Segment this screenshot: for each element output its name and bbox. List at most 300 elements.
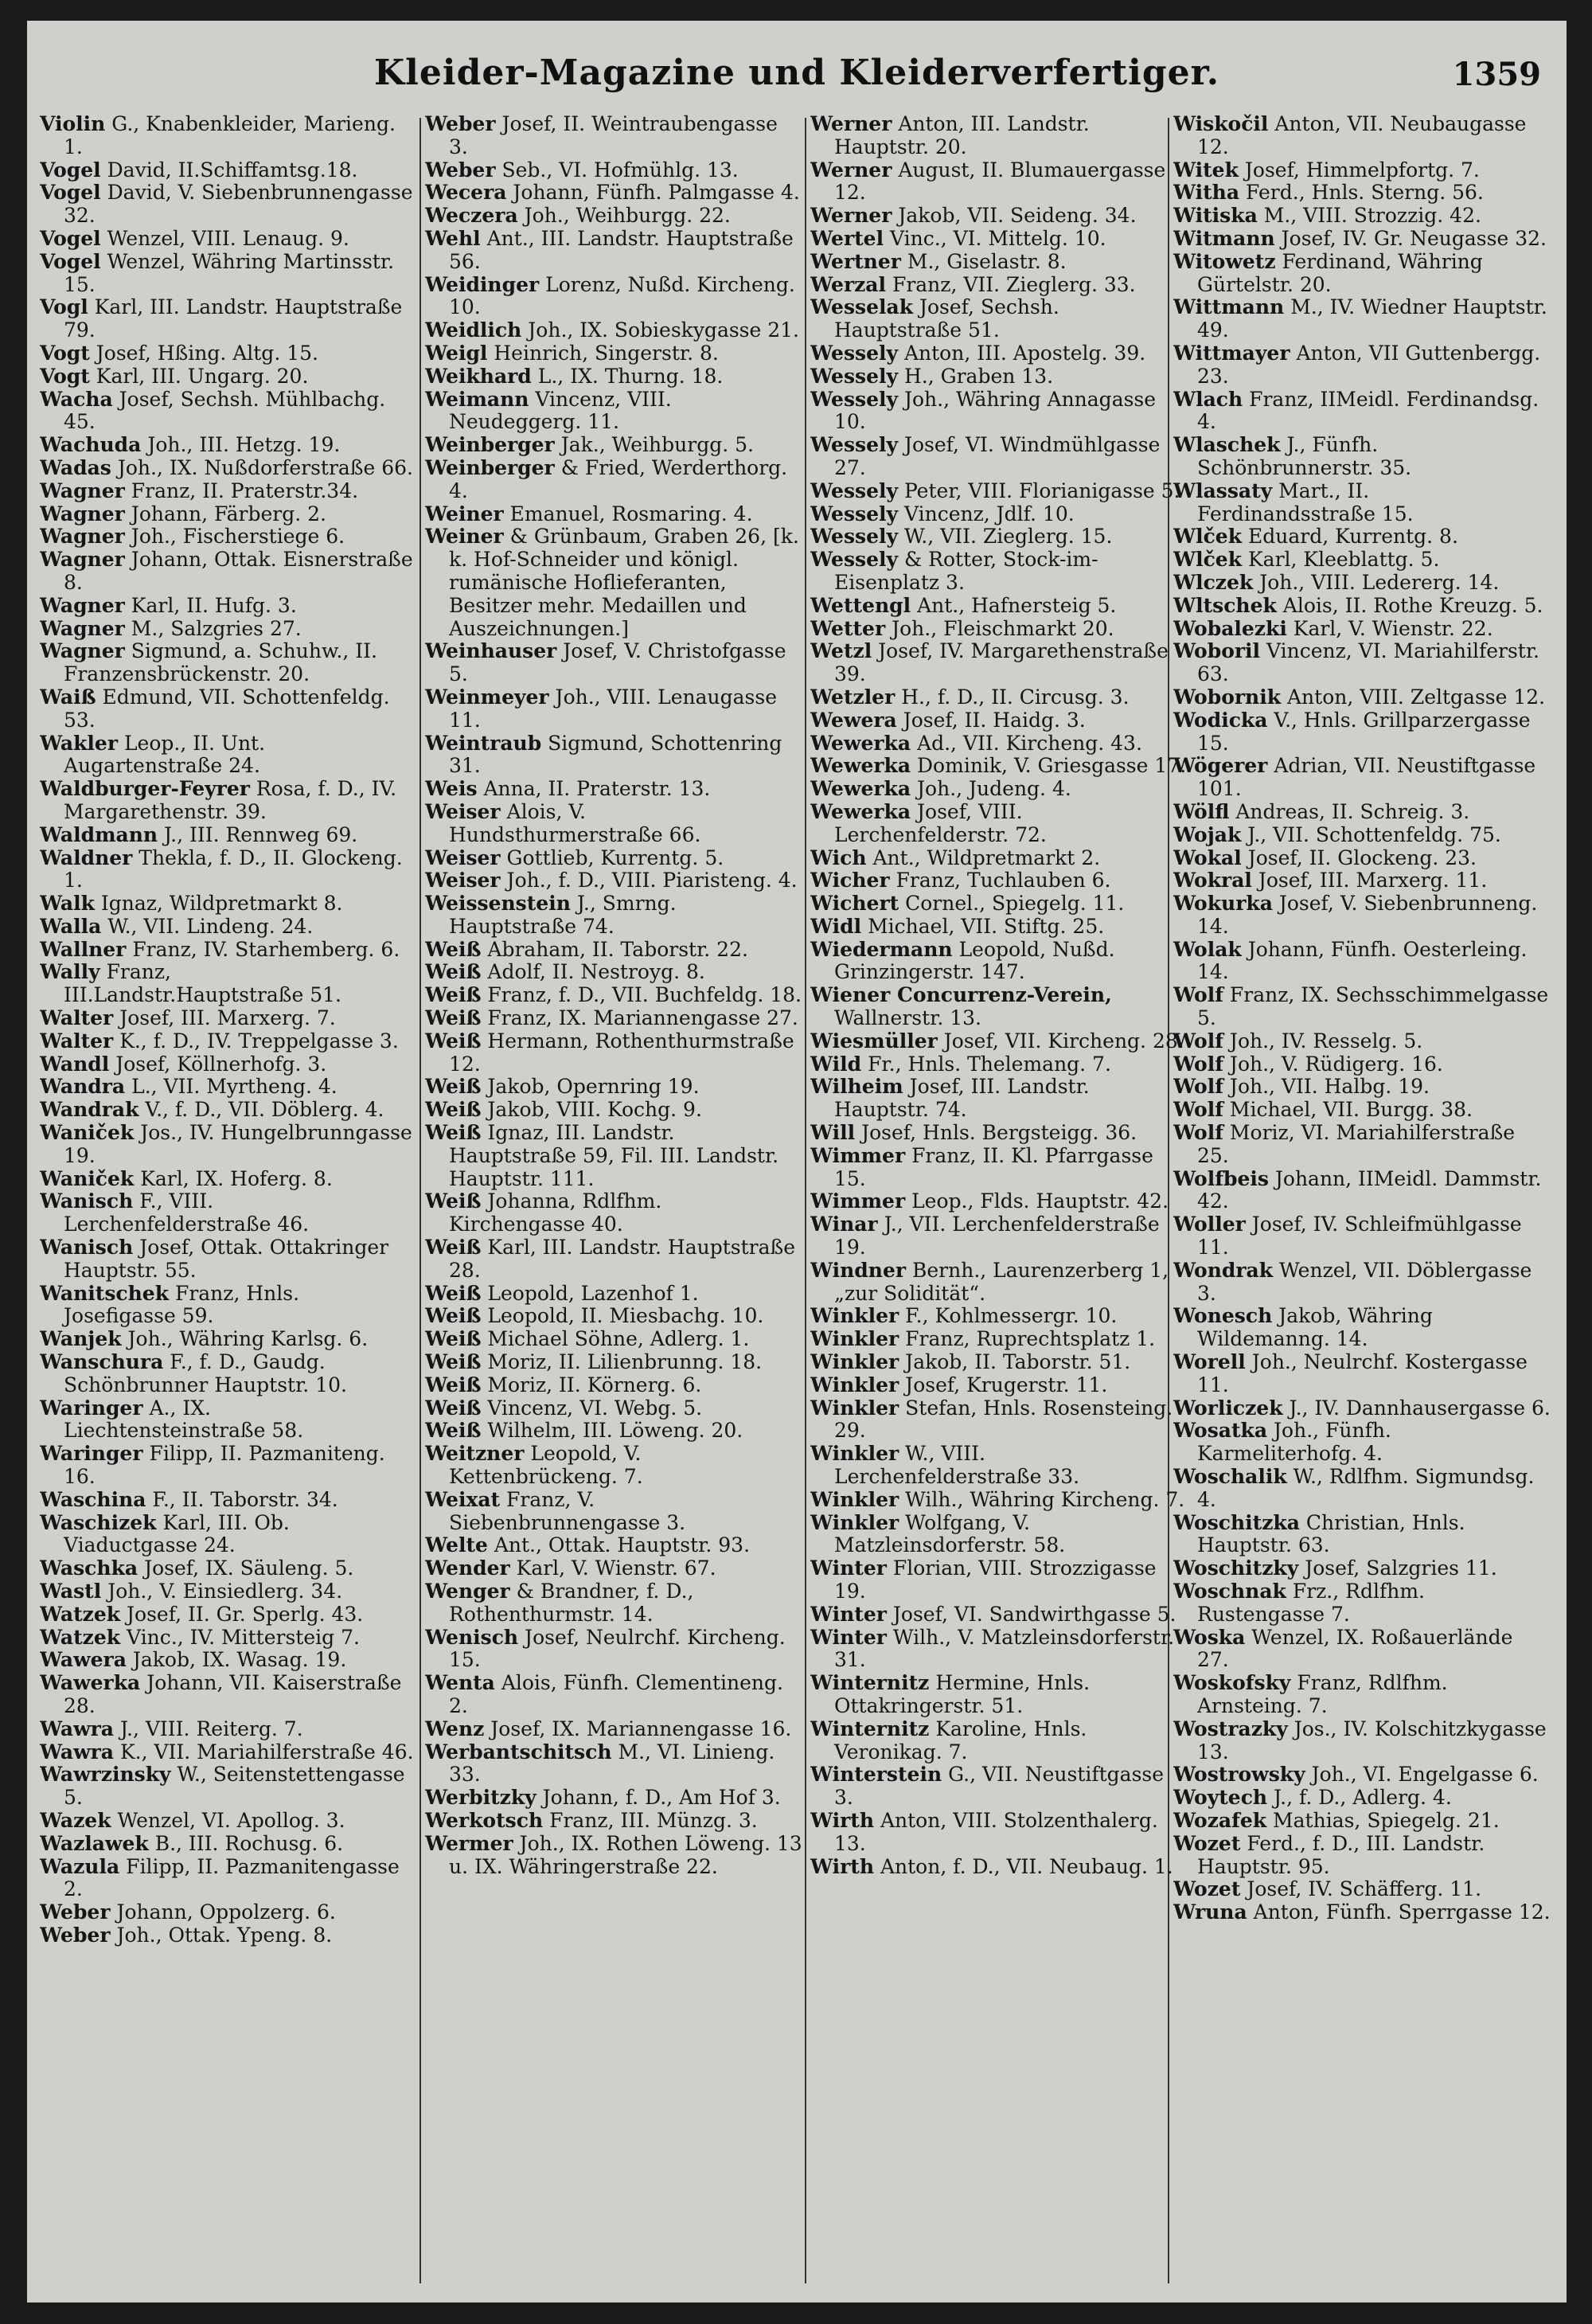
entry-name: Walter: [40, 1006, 114, 1030]
directory-entry: [425, 319, 802, 342]
directory-entry: [40, 1764, 417, 1810]
entry-name: Weiß: [425, 1373, 482, 1396]
entry-details: Alois, V. Hundsthurmerstraße 66.: [449, 799, 701, 846]
entry-name: Weinhauser: [425, 639, 557, 663]
entry-details: Franz, f. D., VII. Buchfeldg. 18.: [487, 983, 802, 1007]
directory-entry: [425, 1718, 802, 1741]
entry-name: Wilheim: [810, 1075, 903, 1099]
entry-name: Waniček: [40, 1121, 135, 1145]
entry-name: Wostrazky: [1173, 1717, 1288, 1740]
entry-name: Wich: [810, 846, 867, 869]
entry-details: M., Salzgries 27.: [131, 616, 302, 640]
entry-name: Waiß: [40, 685, 96, 709]
directory-entry: [40, 1168, 417, 1191]
directory-entry: [425, 640, 802, 686]
directory-entry: [1173, 1557, 1551, 1580]
directory-entry: [1173, 1260, 1551, 1306]
entry-name: Wiener Concurrenz-Verein,: [810, 983, 1112, 1007]
entry-details: Vincenz, VI. Webg. 5.: [487, 1396, 703, 1420]
directory-entry: [425, 1374, 802, 1397]
entry-name: Weiß: [425, 1029, 482, 1053]
entry-name: Werner: [810, 204, 892, 228]
entry-details: Josef, VI. Sandwirthgasse 5.: [892, 1602, 1176, 1626]
directory-entry: [1173, 1672, 1551, 1718]
entry-details: Leopold, Lazenhof 1.: [487, 1281, 699, 1305]
directory-entry: [40, 1351, 417, 1397]
directory-entry: [425, 1443, 802, 1489]
entry-details: Ignaz, III. Landstr. Hauptstraße 59, Fil. III. Landstr. Hauptstr. 111.: [449, 1121, 779, 1190]
directory-entry: [425, 205, 802, 228]
directory-entry: [40, 939, 417, 962]
directory-entry: [810, 1190, 1188, 1213]
entry-details: W., VIII. Lerchenfelderstraße 33.: [834, 1442, 1080, 1489]
entry-details: Joh., IX. Nußdorferstraße 66.: [117, 455, 414, 479]
entry-name: Winkler: [810, 1327, 899, 1351]
directory-entry: [810, 755, 1188, 778]
entry-details: Anton, Fünfh. Sperrgasse 12.: [1253, 1900, 1551, 1924]
directory-entry: [425, 389, 802, 435]
entry-name: Winkler: [810, 1304, 899, 1328]
entry-details: Wenzel, IX. Roßauerlände 27.: [1197, 1625, 1513, 1672]
entry-name: Wittmann: [1173, 295, 1285, 319]
entry-name: Weber: [40, 1923, 111, 1947]
directory-entry: [1173, 984, 1551, 1030]
directory-entry: [40, 457, 417, 480]
entry-name: Vogel: [40, 226, 101, 250]
entry-details: B., III. Rochusg. 6.: [154, 1831, 344, 1855]
entry-name: Weiß: [425, 1396, 482, 1420]
directory-entry: [810, 1512, 1188, 1558]
entry-details: Josef, V. Christofgasse 5.: [449, 639, 786, 686]
directory-entry: [40, 1718, 417, 1741]
entry-details: Karoline, Hnls. Veronikag. 7.: [834, 1717, 1087, 1764]
entry-details: F., Kohlmessergr. 10.: [905, 1304, 1118, 1328]
directory-entry: [1173, 1627, 1551, 1673]
entry-name: Weiner: [425, 525, 504, 549]
directory-entry: [810, 869, 1188, 892]
directory-entry: [425, 228, 802, 274]
directory-entry: [1173, 1787, 1551, 1810]
entry-details: Josef, Himmelpfortg. 7.: [1244, 158, 1480, 182]
entry-name: Wonesch: [1173, 1304, 1273, 1328]
directory-page: [27, 21, 1567, 2303]
entry-name: Wolf: [1173, 983, 1223, 1007]
entry-details: Joh., Fünfh. Karmeliterhofg. 4.: [1197, 1419, 1391, 1466]
directory-entry: [1173, 801, 1551, 824]
entry-name: Violin: [40, 113, 106, 135]
entry-name: Wlassaty: [1173, 478, 1273, 502]
entry-name: Wozet: [1173, 1877, 1241, 1901]
entry-details: Joh., Judeng. 4.: [917, 777, 1071, 801]
entry-name: Wawera: [40, 1648, 127, 1672]
entry-details: Sigmund, Schottenring 31.: [449, 731, 782, 778]
entry-details: Alois, Fünfh. Clementineng. 2.: [449, 1671, 783, 1717]
directory-entry: [40, 618, 417, 641]
entry-name: Wettengl: [810, 593, 911, 617]
directory-entry: [810, 1260, 1188, 1306]
entry-name: Winternitz: [810, 1717, 930, 1740]
entry-details: Anton, III. Landstr. Hauptstr. 20.: [834, 113, 1090, 158]
entry-details: Joh., Fleischmarkt 20.: [892, 616, 1114, 640]
entry-name: Winter: [810, 1602, 887, 1626]
entry-details: Josef, Salzgries 11.: [1305, 1556, 1497, 1580]
directory-entry: [810, 1053, 1188, 1076]
entry-name: Werner: [810, 113, 892, 135]
entry-name: Wimmer: [810, 1143, 906, 1167]
directory-entry: [810, 159, 1188, 205]
entry-name: Woytech: [1173, 1786, 1268, 1810]
entry-name: Weiser: [425, 846, 501, 869]
entry-details: Sigmund, a. Schuhw., II. Franzensbrückenstr. 20.: [64, 639, 377, 686]
directory-entry: [425, 1627, 802, 1673]
entry-details: Edmund, VII. Schottenfeldg. 53.: [64, 685, 390, 732]
directory-entry: [40, 892, 417, 916]
entry-name: Wicher: [810, 869, 890, 892]
entry-details: Ferd., f. D., III. Landstr. Hauptstr. 95.: [1197, 1831, 1485, 1878]
entry-details: Ant., III. Landstr. Hauptstraße 56.: [449, 226, 794, 273]
entry-details: Johann, Färberg. 2.: [131, 502, 326, 525]
directory-entry: [1173, 1351, 1551, 1397]
entry-name: Wagner: [40, 502, 125, 525]
directory-entry: [40, 595, 417, 618]
directory-entry: [40, 1236, 417, 1283]
entry-name: Weidinger: [425, 272, 540, 296]
directory-entry: [1173, 525, 1551, 549]
directory-entry: [40, 434, 417, 457]
entry-details: Josef, II. Glockeng. 23.: [1247, 846, 1477, 869]
entry-name: Weintraub: [425, 731, 542, 755]
entry-name: Wetter: [810, 616, 886, 640]
entry-name: Winkler: [810, 1373, 899, 1396]
directory-entry: [40, 228, 417, 251]
entry-details: & Brandner, f. D., Rothenthurmstr. 14.: [449, 1580, 694, 1626]
entry-name: Wessely: [810, 433, 899, 457]
entry-name: Weiß: [425, 1189, 482, 1213]
entry-details: Wenzel, VI. Apollog. 3.: [117, 1808, 345, 1832]
directory-entry: [810, 1856, 1188, 1879]
entry-details: Johann, Ottak. Eisnerstraße 8.: [64, 548, 413, 594]
directory-entry: [1173, 1764, 1551, 1787]
entry-name: Wagner: [40, 548, 125, 572]
entry-details: Josef, IV. Margarethenstraße 39.: [834, 639, 1169, 686]
entry-details: Franz, IX. Sechsschimmelgasse 5.: [1197, 983, 1549, 1030]
entry-details: Josef, IX. Säuleng. 5.: [144, 1556, 354, 1580]
entry-details: J., VII. Lerchenfelderstraße 19.: [834, 1213, 1160, 1260]
directory-entry: [40, 1099, 417, 1122]
entry-details: Dominik, V. Griesgasse 17.: [917, 754, 1187, 778]
entry-details: Johanna, Rdlfhm. Kirchengasse 40.: [449, 1189, 662, 1236]
directory-entry: [40, 1603, 417, 1627]
entry-name: Wichert: [810, 892, 899, 916]
entry-name: Watzek: [40, 1602, 121, 1626]
entry-details: Johann, f. D., Am Hof 3.: [542, 1786, 781, 1810]
directory-entry: [1173, 755, 1551, 801]
entry-details: Heinrich, Singerstr. 8.: [494, 341, 719, 365]
directory-entry: [425, 182, 802, 205]
entry-name: Wagner: [40, 616, 125, 640]
directory-entry: [1173, 159, 1551, 182]
directory-entry: [40, 113, 417, 159]
entry-details: Seb., VI. Hofmühlg. 13.: [501, 158, 739, 182]
entry-name: Woschitzky: [1173, 1556, 1299, 1580]
entry-name: Wlaschek: [1173, 433, 1281, 457]
entry-details: Leopold, V. Kettenbrückeng. 7.: [449, 1442, 643, 1489]
directory-entry: [40, 342, 417, 365]
directory-entry: [1173, 251, 1551, 297]
directory-entry: [810, 939, 1188, 985]
directory-entry: [1173, 182, 1551, 205]
entry-details: Josef, VIII. Lerchenfelderstr. 72.: [834, 799, 1047, 846]
directory-entry: [1173, 228, 1551, 251]
entry-name: Wolf: [1173, 1075, 1223, 1099]
entry-name: Waschina: [40, 1487, 146, 1511]
entry-name: Wolfbeis: [1173, 1166, 1269, 1190]
entry-name: Wehl: [425, 226, 481, 250]
directory-entry: [810, 113, 1188, 159]
entry-details: Anton, VII Guttenbergg. 23.: [1197, 341, 1541, 388]
entry-details: Alois, II. Rothe Kreuzg. 5.: [1282, 593, 1543, 617]
directory-entry: [425, 1557, 802, 1580]
entry-name: Wakler: [40, 731, 118, 755]
entry-name: Waschka: [40, 1556, 139, 1580]
entry-details: K., f. D., IV. Treppelgasse 3.: [119, 1029, 399, 1053]
entry-details: Josef, Krugerstr. 11.: [905, 1373, 1108, 1396]
entry-details: Ferd., Hnls. Sterng. 56.: [1246, 181, 1484, 205]
entry-name: Vogl: [40, 295, 88, 319]
directory-entry: [40, 480, 417, 503]
entry-details: Vinc., VI. Mittelg. 10.: [890, 226, 1106, 250]
directory-entry: [40, 549, 417, 595]
entry-details: Leop., Flds. Hauptstr. 42.: [911, 1189, 1169, 1213]
entry-details: Stefan, Hnls. Rosensteing. 29.: [834, 1396, 1173, 1443]
entry-details: Michael Söhne, Adlerg. 1.: [487, 1327, 750, 1351]
entry-name: Winkler: [810, 1350, 899, 1374]
entry-details: Moriz, VI. Mariahilferstraße 25.: [1197, 1121, 1516, 1167]
entry-details: August, II. Blumauergasse 12.: [834, 158, 1166, 205]
directory-entry: [810, 503, 1188, 526]
directory-entry: [40, 1053, 417, 1076]
entry-details: Franz, Ruprechtsplatz 1.: [905, 1327, 1156, 1351]
entry-details: Joh., IX. Sobieskygasse 21.: [528, 318, 800, 342]
entry-details: Franz, Tuchlauben 6.: [896, 869, 1111, 892]
directory-entry: [425, 869, 802, 892]
entry-details: Josef, Hßing. Altg. 15.: [96, 341, 318, 365]
entry-name: Weiß: [425, 983, 482, 1007]
entry-details: Josef, Sechsh. Hauptstraße 51.: [834, 295, 1059, 342]
directory-entry: [425, 1190, 802, 1236]
entry-details: K., VII. Mariahilferstraße 46.: [119, 1740, 414, 1764]
entry-name: Wetzl: [810, 639, 872, 663]
entry-name: Wewera: [810, 708, 897, 732]
entry-name: Wacha: [40, 387, 113, 411]
entry-details: Wenzel, VII. Döblergasse 3.: [1197, 1258, 1532, 1305]
entry-name: Wagner: [40, 478, 125, 502]
entry-name: Woschnak: [1173, 1580, 1286, 1603]
page-title: Kleider-Magazine und Kleiderverfertiger.: [373, 53, 1220, 93]
entry-name: Weiß: [425, 1350, 482, 1374]
entry-details: Jakob, Währing Wildemanng. 14.: [1197, 1304, 1433, 1351]
entry-details: Eduard, Kurrentg. 8.: [1247, 525, 1458, 549]
directory-entry: [1173, 1466, 1551, 1512]
directory-entry: [40, 1443, 417, 1489]
entry-name: Weikhard: [425, 364, 532, 388]
entry-details: Josef, IV. Schäfferg. 11.: [1247, 1877, 1482, 1901]
entry-details: J., IV. Dannhausergasse 6.: [1289, 1396, 1551, 1420]
directory-entry: [810, 1213, 1188, 1260]
entry-name: Wagner: [40, 525, 125, 549]
directory-entry: [1173, 709, 1551, 756]
directory-entry: [810, 640, 1188, 686]
entry-details: Franz, IV. Starhemberg. 6.: [132, 937, 400, 961]
entry-details: Josef, IX. Mariannengasse 16.: [490, 1717, 792, 1740]
directory-entry: [425, 1351, 802, 1374]
entry-name: Wawra: [40, 1740, 114, 1764]
entry-name: Wanschura: [40, 1350, 164, 1374]
entry-name: Wolf: [1173, 1121, 1223, 1145]
directory-entry: [1173, 1099, 1551, 1122]
entry-name: Wandrak: [40, 1098, 139, 1122]
entry-details: Josef, VII. Kircheng. 28.: [943, 1029, 1184, 1053]
directory-entry: [810, 1672, 1188, 1718]
directory-entry: [40, 1741, 417, 1764]
directory-entry: [40, 1397, 417, 1443]
entry-details: L., IX. Thurng. 18.: [537, 364, 724, 388]
column-divider: [805, 118, 806, 2283]
entry-name: Wögerer: [1173, 754, 1268, 778]
entry-details: F., II. Taborstr. 34.: [152, 1487, 338, 1511]
entry-name: Weiß: [425, 1075, 482, 1099]
entry-name: Wawra: [40, 1717, 114, 1740]
directory-entry: [810, 434, 1188, 480]
entry-details: Joh., Weihburgg. 22.: [524, 204, 731, 228]
entry-details: Ant., Hafnersteig 5.: [917, 593, 1117, 617]
entry-details: Jakob, II. Taborstr. 51.: [905, 1350, 1131, 1374]
entry-name: Wild: [810, 1052, 862, 1076]
entry-name: Vogel: [40, 181, 101, 205]
entry-details: Michael, VII. Stiftg. 25.: [868, 914, 1105, 938]
directory-entry: [425, 113, 802, 159]
directory-entry: [1173, 389, 1551, 435]
entry-name: Windner: [810, 1258, 907, 1282]
entry-name: Witowetz: [1173, 249, 1276, 273]
entry-name: Wessely: [810, 478, 899, 502]
entry-details: J., VII. Schottenfeldg. 75.: [1247, 822, 1501, 846]
directory-entry: [425, 1489, 802, 1535]
entry-name: Weis: [425, 777, 478, 801]
directory-entry: [40, 1030, 417, 1053]
entry-details: & Grünbaum, Graben 26, [k. k. Hof-Schneider und königl. rumänische Hoflieferanten, Besitzer mehr. Medaillen und Auszeichnungen.]: [449, 525, 799, 640]
directory-entry: [425, 1305, 802, 1328]
directory-entry: [40, 1122, 417, 1168]
entry-details: Franz, III. Münzg. 3.: [549, 1808, 758, 1832]
entry-name: Wanisch: [40, 1189, 134, 1213]
entry-name: Wandra: [40, 1075, 126, 1099]
directory-entry: [40, 1328, 417, 1351]
entry-name: Wirth: [810, 1808, 875, 1832]
directory-entry: [1173, 296, 1551, 342]
entry-details: Vincenz, VIII. Neudeggerg. 11.: [449, 387, 672, 434]
directory-entry: [1173, 480, 1551, 526]
directory-entry: [425, 1030, 802, 1076]
directory-entry: [1173, 1305, 1551, 1351]
entry-details: Wallnerstr. 13.: [834, 1006, 981, 1030]
directory-entry: [810, 1328, 1188, 1351]
directory-entry: [810, 1810, 1188, 1856]
directory-entry: [425, 1672, 802, 1718]
entry-details: Mathias, Spiegelg. 21.: [1273, 1808, 1500, 1832]
entry-name: Weiß: [425, 1236, 482, 1260]
directory-entry: [40, 1512, 417, 1558]
entry-details: Florian, VIII. Strozzigasse 19.: [834, 1556, 1157, 1603]
entry-details: Hermann, Rothenthurmstraße 12.: [449, 1029, 794, 1076]
directory-entry: [425, 1397, 802, 1420]
entry-name: Worliczek: [1173, 1396, 1283, 1420]
entry-name: Welte: [425, 1533, 488, 1557]
directory-entry: [810, 365, 1188, 389]
entry-details: Wilh., V. Matzleinsdorferstr. 31.: [834, 1625, 1175, 1672]
entry-details: Franz, VII. Zieglerg. 33.: [892, 272, 1136, 296]
directory-entry: [1173, 618, 1551, 641]
entry-name: Wozet: [1173, 1831, 1241, 1855]
entry-details: Anton, VIII. Zeltgasse 12.: [1287, 685, 1546, 709]
directory-entry: [1173, 205, 1551, 228]
entry-details: J., VIII. Reiterg. 7.: [119, 1717, 303, 1740]
entry-name: Wessely: [810, 387, 899, 411]
entry-name: Wondrak: [1173, 1258, 1274, 1282]
entry-name: Winkler: [810, 1396, 899, 1420]
entry-name: Weimann: [425, 387, 529, 411]
directory-entry: [1173, 1833, 1551, 1879]
entry-details: Johann, VII. Kaiserstraße 28.: [64, 1671, 402, 1717]
entry-details: Josef, IV. Gr. Neugasse 32.: [1281, 226, 1547, 250]
directory-entry: [425, 732, 802, 779]
entry-name: Vogel: [40, 249, 101, 273]
entry-details: Vinc., IV. Mittersteig 7.: [127, 1625, 360, 1649]
entry-details: G., VII. Neustiftgasse 3.: [834, 1763, 1165, 1810]
directory-entry: [425, 1283, 802, 1306]
entry-details: V., f. D., VII. Döblerg. 4.: [145, 1098, 384, 1122]
entry-details: Joh., VIII. Lenaugasse 11.: [449, 685, 778, 732]
entry-name: Waldner: [40, 846, 133, 869]
entry-name: Wanjek: [40, 1327, 122, 1351]
directory-entry: [40, 1580, 417, 1603]
entry-details: Joh., VIII. Ledererg. 14.: [1259, 570, 1500, 594]
entry-name: Wertner: [810, 249, 901, 273]
entry-details: Leopold, Nußd. Grinzingerstr. 147.: [834, 937, 1115, 984]
directory-entry: [1173, 869, 1551, 892]
entry-details: J., f. D., Adlerg. 4.: [1274, 1786, 1452, 1810]
entry-details: Josef, Köllnerhofg. 3.: [115, 1052, 327, 1076]
entry-details: Franz, Rdlfhm. Arnsteing. 7.: [1197, 1671, 1448, 1717]
directory-entry: [810, 480, 1188, 503]
entry-name: Weiser: [425, 869, 501, 892]
directory-entry: [810, 709, 1188, 732]
entry-name: Wlach: [1173, 387, 1243, 411]
entry-name: Waschizek: [40, 1510, 157, 1534]
directory-entry: [425, 686, 802, 732]
entry-details: Peter, VIII. Florianigasse 5.: [903, 478, 1180, 502]
directory-entry: [810, 1718, 1188, 1764]
entry-name: Wobornik: [1173, 685, 1282, 709]
entry-details: Wilhelm, III. Löweng. 20.: [487, 1419, 743, 1443]
directory-entry: [1173, 939, 1551, 985]
entry-name: Woschitzka: [1173, 1510, 1300, 1534]
directory-entry: [40, 1924, 417, 1947]
entry-details: Frz., Rdlfhm. Rustengasse 7.: [1197, 1580, 1425, 1626]
entry-name: Wokal: [1173, 846, 1242, 869]
entry-name: Wolf: [1173, 1052, 1223, 1076]
entry-name: Waringer: [40, 1396, 143, 1420]
